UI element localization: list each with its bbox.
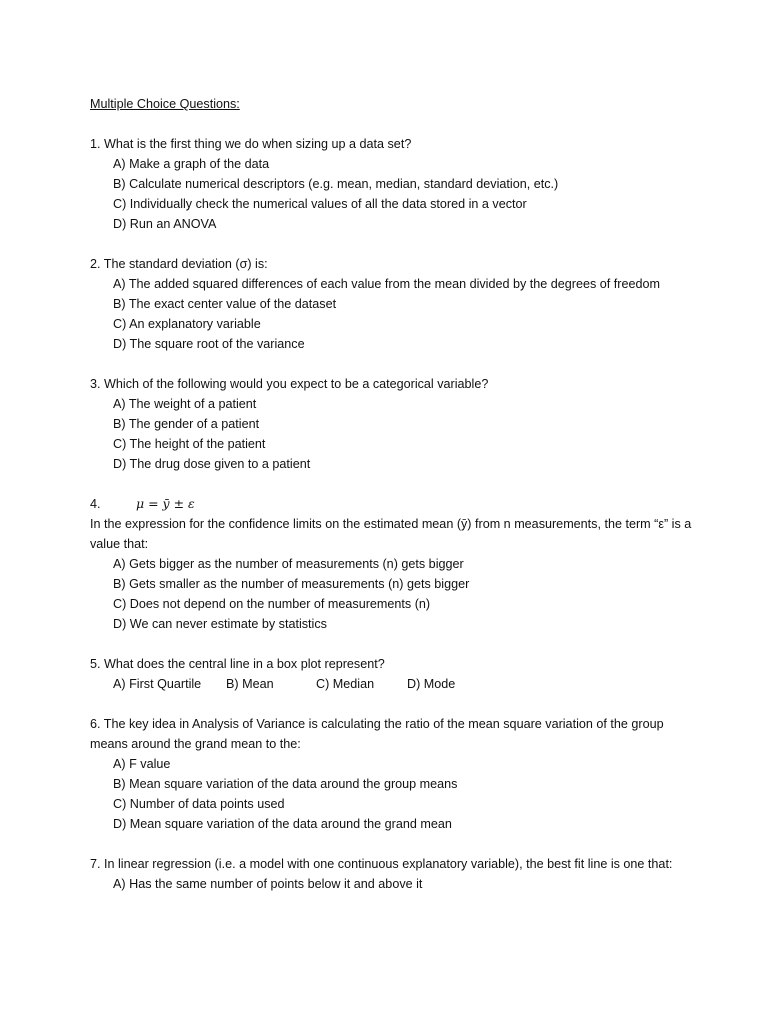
question-5: [90, 654, 700, 694]
question-number: 4.: [90, 497, 101, 511]
option-d: D) The square root of the variance: [113, 337, 305, 351]
question-7: [90, 854, 700, 894]
option-a: A) Gets bigger as the number of measurements (n) gets bigger: [113, 557, 464, 571]
question-3: [90, 374, 700, 474]
document-heading: Multiple Choice Questions:: [90, 97, 240, 111]
document-page: [90, 94, 700, 914]
option-a: A) Make a graph of the data: [113, 157, 270, 171]
option-a: A) First Quartile: [113, 677, 202, 691]
question-text: 7. In linear regression (i.e. a model with one continuous explanatory variable), the best fit line is one that:: [90, 857, 673, 871]
option-b: B) Mean: [226, 677, 274, 691]
question-text: 1. What is the first thing we do when sizing up a data set?: [90, 137, 412, 151]
option-d: D) Mode: [407, 677, 456, 691]
option-b: B) Mean square variation of the data around the group means: [113, 777, 458, 791]
question-6: [90, 714, 700, 834]
option-d: D) Mean square variation of the data around the grand mean: [113, 817, 452, 831]
question-text: 2. The standard deviation (σ) is:: [90, 257, 268, 271]
option-c: C) The height of the patient: [113, 437, 266, 451]
option-d: D) Run an ANOVA: [113, 217, 217, 231]
option-d: D) The drug dose given to a patient: [113, 457, 311, 471]
option-c: C) Median: [316, 677, 375, 691]
question-text: In the expression for the confidence limits on the estimated mean (ȳ) from n measurements, the term “ε” is a value that:: [90, 517, 692, 551]
question-text: 3. Which of the following would you expect to be a categorical variable?: [90, 377, 489, 391]
option-b: B) The gender of a patient: [113, 417, 260, 431]
option-c: C) An explanatory variable: [113, 317, 261, 331]
option-a: A) F value: [113, 757, 171, 771]
inline-options: [90, 674, 700, 694]
question-2: [90, 254, 700, 354]
option-b: B) Gets smaller as the number of measurements (n) gets bigger: [113, 577, 470, 591]
option-a: A) The weight of a patient: [113, 397, 257, 411]
option-c: C) Does not depend on the number of measurements (n): [113, 597, 431, 611]
option-a: A) Has the same number of points below it and above it: [113, 877, 423, 891]
question-1: [90, 134, 700, 234]
confidence-formula: μ = ȳ ± ε: [136, 496, 195, 511]
question-text: 6. The key idea in Analysis of Variance is calculating the ratio of the mean square variation of the group means around the grand mean to the:: [90, 717, 664, 751]
question-4: [90, 494, 700, 634]
option-c: C) Number of data points used: [113, 797, 285, 811]
option-d: D) We can never estimate by statistics: [113, 617, 327, 631]
formula-line: [90, 494, 700, 514]
option-c: C) Individually check the numerical values of all the data stored in a vector: [113, 197, 527, 211]
option-b: B) Calculate numerical descriptors (e.g. mean, median, standard deviation, etc.): [113, 177, 559, 191]
option-a: A) The added squared differences of each value from the mean divided by the degrees of freedom: [113, 277, 661, 291]
question-text: 5. What does the central line in a box plot represent?: [90, 657, 385, 671]
option-b: B) The exact center value of the dataset: [113, 297, 337, 311]
